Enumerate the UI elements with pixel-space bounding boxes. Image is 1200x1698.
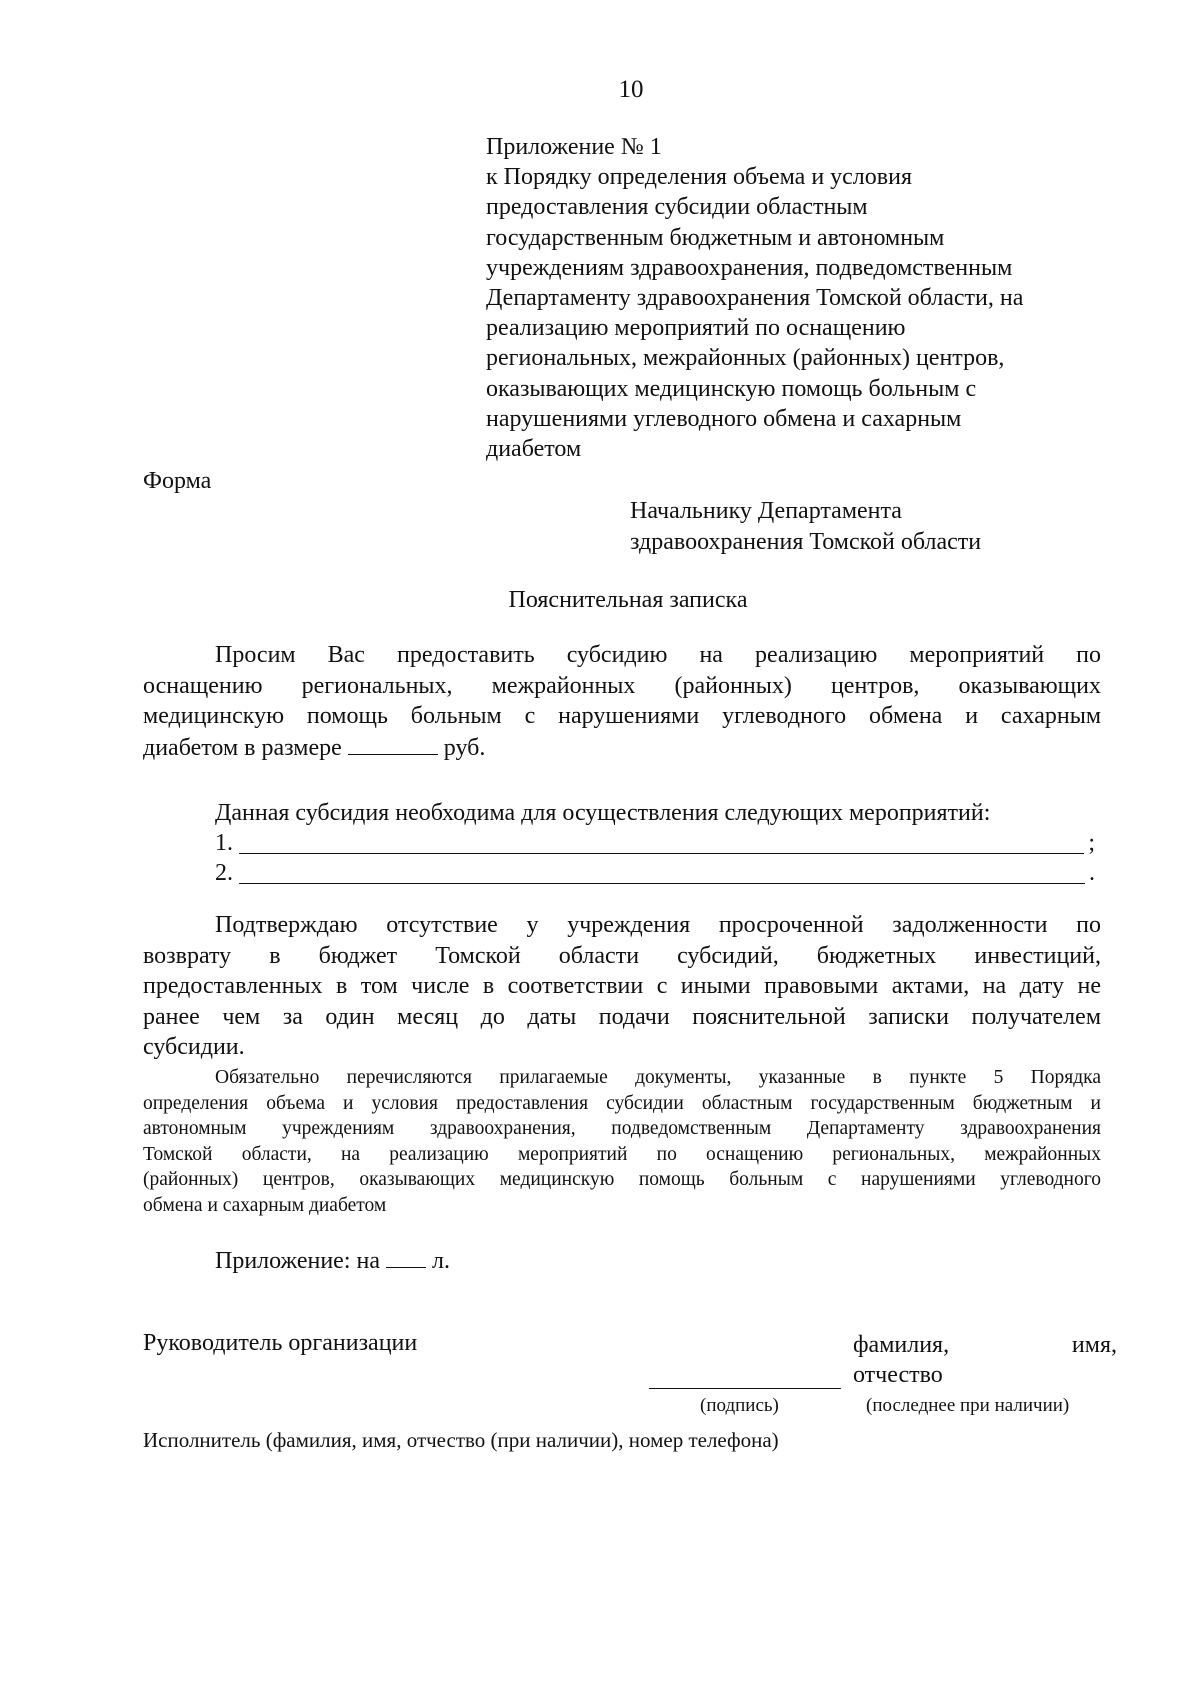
purpose-number: 1. [215, 830, 233, 856]
request-text: руб. [437, 734, 486, 761]
appendix-line: реализацию мероприятий по оснащению [486, 315, 906, 342]
fio-label [853, 1330, 1117, 1390]
appendix-line: Приложение № 1 [486, 134, 662, 160]
fio-caption: (последнее при наличии) [866, 1395, 1070, 1416]
appendix-line: учреждениям здравоохранения, подведомственным [486, 254, 1013, 281]
form-label: Форма [143, 468, 212, 494]
documents-note [143, 1065, 1101, 1218]
appendix-line: предоставления субсидии областным [486, 194, 868, 221]
confirmation-line: возврату в бюджет Томской области субсидий, бюджетных инвестиций, [143, 942, 1101, 969]
executor-line: Исполнитель (фамилия, имя, отчество (при наличии), номер телефона) [143, 1428, 779, 1452]
fio-word: отчество [853, 1362, 943, 1388]
request-paragraph [143, 640, 1101, 763]
attachment-text: Приложение: на [215, 1248, 386, 1274]
note-line: Томской области, на реализацию мероприятий по оснащению региональных, межрайонных [143, 1143, 1101, 1165]
confirmation-line: предоставленных в том числе в соответствии с иными правовыми актами, на дату не [143, 973, 1101, 999]
purpose-blank-field[interactable] [239, 859, 1085, 884]
appendix-line: диабетом [486, 436, 582, 463]
request-line: медицинскую помощь больным с нарушениями углеводного обмена и сахарным [143, 703, 1101, 729]
attachment-line [215, 1245, 450, 1275]
page-number: 10 [618, 76, 644, 103]
request-text: диабетом в размере [143, 734, 348, 761]
note-line: определения объема и условия предоставления субсидии областным государственным бюджетным и [143, 1092, 1101, 1114]
purposes-block [215, 798, 1095, 888]
confirmation-line: ранее чем за один месяц до даты подачи пояснительной записки получателем [143, 1003, 1101, 1030]
addressee-line: здравоохранения Томской области [630, 529, 982, 555]
appendix-line: к Порядку определения объема и условия [486, 164, 912, 191]
confirmation-line: субсидии. [143, 1034, 245, 1060]
attachment-text: л. [425, 1248, 450, 1274]
note-line: (районных) центров, оказывающих медицинскую помощь больным с нарушениями углеводного [143, 1169, 1101, 1190]
note-line: автономным учреждениям здравоохранения, подведомственным Департаменту здравоохранения [143, 1118, 1101, 1139]
appendix-header [486, 132, 1106, 464]
purpose-blank-field[interactable] [239, 829, 1084, 854]
request-line: Просим Вас предоставить субсидию на реализацию мероприятий по [215, 642, 1101, 668]
note-line: Обязательно перечисляются прилагаемые документы, указанные в пункте 5 Порядка [215, 1067, 1101, 1088]
signature-blank-field[interactable] [649, 1378, 841, 1389]
document-title: Пояснительная записка [508, 587, 748, 613]
fio-word: имя, [1071, 1332, 1117, 1358]
confirmation-line: Подтверждаю отсутствие у учреждения просроченной задолженности по [215, 912, 1101, 938]
appendix-line: Департаменту здравоохранения Томской области, на [486, 285, 1024, 312]
sheet-count-blank-field[interactable] [386, 1245, 426, 1268]
appendix-line: региональных, межрайонных (районных) центров, [486, 345, 1005, 372]
head-label: Руководитель организации [143, 1330, 418, 1356]
amount-blank-field[interactable] [348, 732, 438, 755]
addressee-line: Начальнику Департамента [630, 498, 902, 524]
fio-word: фамилия, [853, 1332, 950, 1358]
confirmation-paragraph [143, 910, 1101, 1063]
signature-caption: (подпись) [700, 1395, 779, 1416]
purpose-end-mark: . [1089, 860, 1095, 886]
purposes-intro: Данная субсидия необходима для осуществления следующих мероприятий: [215, 800, 991, 826]
appendix-line: государственным бюджетным и автономным [486, 224, 945, 251]
appendix-line: оказывающих медицинскую помощь больным с [486, 375, 977, 402]
purpose-item [215, 828, 1095, 858]
appendix-line: нарушениями углеводного обмена и сахарным [486, 405, 962, 432]
purpose-number: 2. [215, 860, 233, 886]
request-line: оснащению региональных, межрайонных (районных) центров, оказывающих [143, 672, 1101, 699]
purpose-item [215, 858, 1095, 888]
purpose-end-mark: ; [1088, 830, 1095, 856]
note-line: обмена и сахарным диабетом [143, 1194, 387, 1216]
addressee [630, 496, 981, 558]
request-line-amount [143, 732, 1101, 764]
